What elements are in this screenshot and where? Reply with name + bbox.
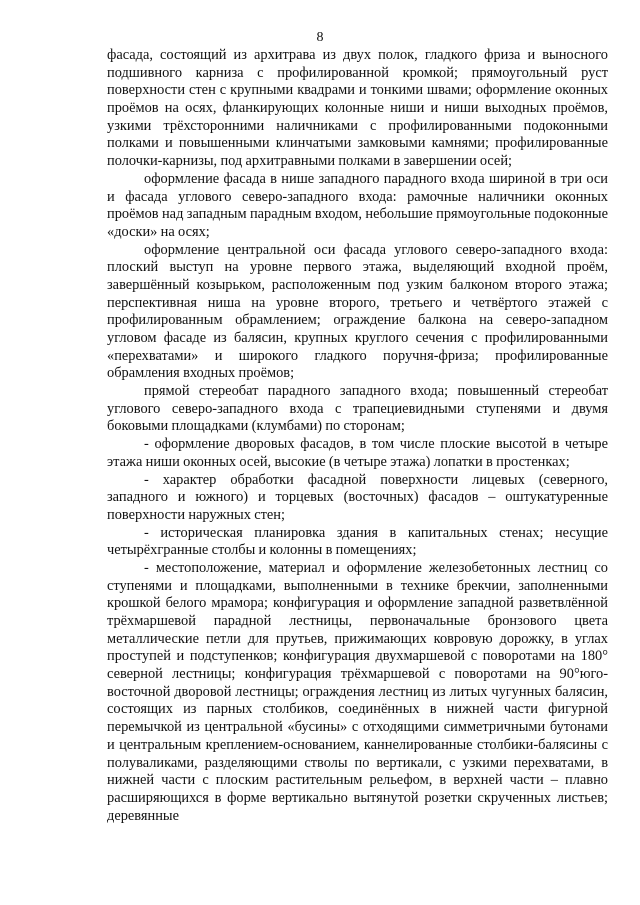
paragraph: - характер обработки фасадной поверхности лицевых (северного, западного и южного) и торцевых (восточных) фасадов – оштукатуренные поверхности наружных стен;: [107, 471, 608, 523]
paragraph: фасада, состоящий из архитрава из двух полок, гладкого фриза и выносного подшивного карниза с профилированной кромкой; прямоугольный руст поверхности стен с крупными квадрами и тонкими швами; оформление оконных проёмов на осях, фланкирующих колонные ниши и ниши выходных проёмов, узкими трёхсторонними наличниками с профилированными подоконными полками и повышенными клинчатыми замковыми камнями; профилированные полочки-карнизы, под архитравными полками в завершении осей;: [107, 47, 608, 170]
paragraph: оформление центральной оси фасада углового северо-западного входа: плоский выступ на уровне первого этажа, выделяющий входной проём, завершённый козырьком, расположенным под узким балконом второго этажа; перспективная ниша на уровне второго, третьего и четвёртого этажей с профилированным обрамлением; ограждение балкона на северо-западном угловом фасаде из балясин, крупных круглого сечения с профилированными «перехватами» и широкого гладкого поручня-фриза; профилированные обрамления входных проёмов;: [107, 241, 608, 382]
paragraph: - историческая планировка здания в капитальных стенах; несущие четырёхгранные столбы и колонны в помещениях;: [107, 524, 608, 559]
paragraph: - местоположение, материал и оформление железобетонных лестниц со ступенями и площадками, выполненными в технике брекчии, заполненными крошкой белого мрамора; конфигурация и оформление западной разветвлённой трёхмаршевой парадной лестницы, первоначальные бронзового цвета металлические петли для прутьев, прижимающих ковровую дорожку, в углах проступей и подступенков; конфигурация двухмаршевой с поворотами на 180° северной лестницы; конфигурация трёхмаршевой с поворотами на 90°юго-восточной дворовой лестницы; ограждения лестниц из литых чугунных балясин, состоящих из парных столбиков, соединённых в нижней части фигурной перемычкой из центральной «бусины» с отходящими симметричными бутонами и центральным креплением-основанием, каннелированные столбики-балясины с полуваликами, разделяющими стволы по вертикали, с узкими перехватами, в нижней части с плоским растительным рельефом, в верхней части – плавно расширяющихся в форме вертикально вытянутой розетки скрученных листьев; деревянные: [107, 559, 608, 824]
page-number: 8: [316, 30, 324, 45]
body-text: [107, 47, 608, 825]
paragraph: - оформление дворовых фасадов, в том числе плоские высотой в четыре этажа ниши оконных осей, высокие (в четыре этажа) лопатки в простенках;: [107, 436, 608, 470]
paragraph: прямой стереобат парадного западного входа; повышенный стереобат углового северо-западного входа с трапециевидными ступенями и двумя боковыми площадками (клумбами) по сторонам;: [107, 383, 608, 435]
paragraph: оформление фасада в нише западного парадного входа шириной в три оси и фасада углового северо-западного входа: рамочные наличники оконных проёмов над западным парадным входом, небольшие прямоугольные подоконные «доски» на осях;: [107, 170, 608, 240]
